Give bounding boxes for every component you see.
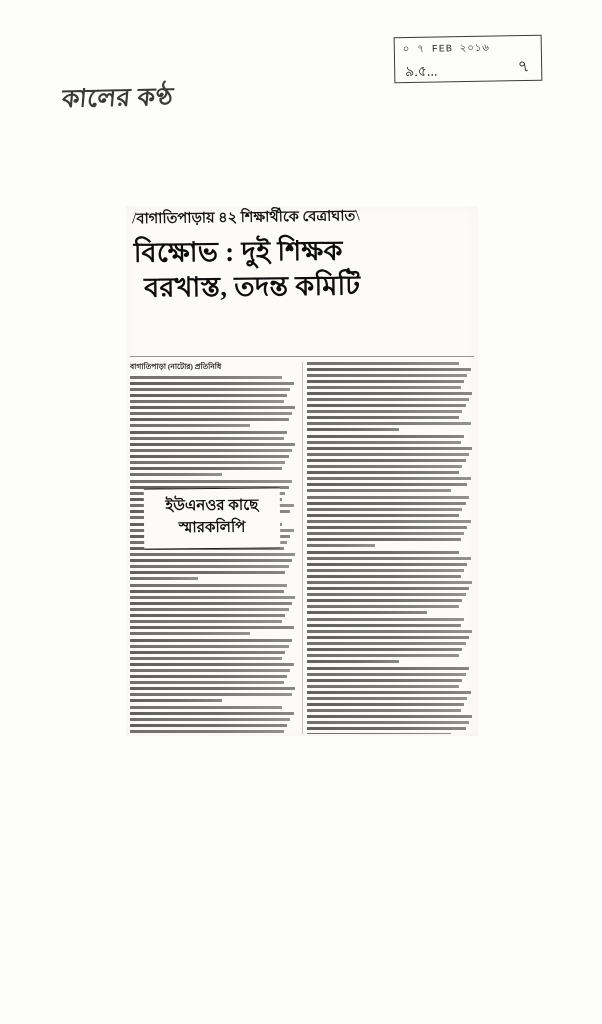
article-text-line <box>130 455 289 458</box>
article-text-line <box>307 715 472 718</box>
article-text-line <box>130 687 295 690</box>
article-clipping <box>126 206 478 736</box>
article-text-line <box>307 557 471 560</box>
article-text-line <box>130 406 295 409</box>
article-text-line <box>130 651 285 654</box>
kicker-slash-left-icon: / <box>131 210 137 228</box>
article-column-right <box>307 362 474 734</box>
article-text-line <box>307 721 469 724</box>
article-text-line <box>130 693 292 696</box>
article-text-line <box>307 667 469 670</box>
article-text-line <box>307 416 459 419</box>
article-text-line <box>130 699 222 702</box>
article-text-line <box>130 663 294 666</box>
article-text-line <box>130 394 287 397</box>
headline-rule <box>130 356 474 357</box>
article-text-line <box>130 400 284 403</box>
article-text-line <box>307 605 459 608</box>
kicker-slash-right-icon: \ <box>355 207 360 225</box>
article-text-line <box>307 551 459 554</box>
article-text-line <box>130 590 284 593</box>
article-text-line <box>307 435 464 438</box>
article-kicker <box>132 204 478 233</box>
article-text-line <box>307 636 469 639</box>
article-text-line <box>307 489 451 492</box>
article-text-line <box>307 673 466 676</box>
article-text-line <box>307 477 471 480</box>
article-text-line <box>130 461 285 464</box>
article-text-line <box>307 709 461 712</box>
article-text-line <box>130 718 290 721</box>
article-text-line <box>307 660 399 663</box>
article-paragraph <box>307 362 474 431</box>
article-text-line <box>307 526 467 529</box>
article-text-line <box>130 706 282 709</box>
article-text-line <box>130 596 295 599</box>
article-text-line <box>307 703 464 706</box>
article-headline <box>134 232 479 305</box>
article-text-line <box>130 412 292 415</box>
article-text-line <box>307 575 461 578</box>
article-paragraph <box>130 584 297 635</box>
article-paragraph <box>307 496 474 547</box>
article-text-line <box>307 642 466 645</box>
article-text-line <box>130 388 290 391</box>
article-byline: বাগাতিপাড়া (নাটোর) প্রতিনিধি <box>130 362 222 371</box>
newspaper-masthead: কালের কণ্ঠ <box>60 83 175 114</box>
article-text-line <box>307 508 462 511</box>
kicker-text: বাগাতিপাড়ায় ৪২ শিক্ষার্থীকে বেত্রাঘাত <box>136 208 356 228</box>
article-text-line <box>130 473 222 476</box>
article-text-line <box>307 727 466 730</box>
article-text-line <box>307 520 471 523</box>
article-text-line <box>307 483 467 486</box>
article-text-line <box>130 376 282 379</box>
article-text-line <box>130 449 292 452</box>
article-text-line <box>307 679 462 682</box>
headline-line-2: বরখাস্ত, তদন্ত কমিটি <box>144 269 361 303</box>
article-text-line <box>130 559 292 562</box>
date-stamp-box <box>394 35 543 84</box>
article-text-line <box>130 418 289 421</box>
article-text-line <box>307 532 464 535</box>
article-text-line <box>130 639 292 642</box>
article-text-line <box>307 581 472 584</box>
date-stamp-line1: ০ ৭ FEB ২০১৬ <box>402 43 490 57</box>
article-text-line <box>307 404 466 407</box>
article-text-line <box>130 730 284 733</box>
article-text-line <box>307 599 462 602</box>
article-text-line <box>130 577 198 580</box>
article-text-line <box>130 712 294 715</box>
article-text-line <box>130 553 295 556</box>
article-text-line <box>130 675 287 678</box>
article-text-line <box>130 645 289 648</box>
article-text-line <box>130 480 292 483</box>
article-text-line <box>130 681 284 684</box>
article-text-line <box>307 502 466 505</box>
article-text-line <box>307 410 462 413</box>
article-text-line <box>307 362 459 365</box>
article-text-line <box>307 654 459 657</box>
pullquote-line-2: স্মারকলিপি <box>178 519 246 537</box>
article-text-line <box>307 697 467 700</box>
article-text-line <box>130 614 285 617</box>
article-text-line <box>130 724 287 727</box>
article-text-line <box>307 422 471 425</box>
date-stamp-scrawl: ৭ <box>516 56 531 77</box>
article-text-line <box>307 593 466 596</box>
article-text-line <box>307 648 462 651</box>
article-text-line <box>307 453 469 456</box>
article-text-line <box>130 467 282 470</box>
article-text-line <box>307 471 459 474</box>
pullquote-line-1: ইউএনওর কাছে <box>165 497 259 515</box>
article-text-line <box>307 386 461 389</box>
article-text-line <box>130 437 284 440</box>
article-text-line <box>307 587 469 590</box>
article-text-line <box>130 431 287 434</box>
article-text-line <box>307 514 459 517</box>
article-paragraph <box>130 431 297 476</box>
article-text-line <box>307 392 472 395</box>
article-text-line <box>307 691 471 694</box>
article-paragraph <box>307 667 474 734</box>
article-text-line <box>307 398 469 401</box>
article-text-line <box>130 571 285 574</box>
article-text-line <box>307 624 461 627</box>
article-text-line <box>307 374 467 377</box>
article-text-line <box>307 441 461 444</box>
article-text-line <box>130 602 292 605</box>
article-text-line <box>130 626 294 629</box>
article-pullquote <box>144 487 281 549</box>
article-text-line <box>130 632 250 635</box>
article-text-line <box>307 544 375 547</box>
article-text-line <box>307 447 472 450</box>
article-text-line <box>307 465 462 468</box>
date-stamp-line2: ৯.৫... <box>405 64 438 81</box>
article-text-line <box>307 569 464 572</box>
article-text-line <box>307 428 399 431</box>
article-text-line <box>307 618 464 621</box>
article-text-line <box>130 382 294 385</box>
article-text-line <box>307 368 471 371</box>
article-text-line <box>130 584 287 587</box>
article-text-line <box>130 620 282 623</box>
article-text-line <box>307 538 461 541</box>
headline-line-1: বিক্ষোভ : দুই শিক্ষক <box>133 235 343 268</box>
article-paragraph <box>130 639 297 702</box>
article-text-line <box>307 563 467 566</box>
article-paragraph <box>307 435 474 492</box>
article-paragraph <box>307 551 474 614</box>
article-text-line <box>130 443 295 446</box>
article-text-line <box>307 733 451 734</box>
article-text-line <box>130 669 290 672</box>
article-text-line <box>307 685 459 688</box>
article-text-line <box>307 630 472 633</box>
article-text-line <box>130 424 250 427</box>
article-paragraph <box>130 376 297 427</box>
article-paragraph <box>307 618 474 663</box>
article-paragraph <box>130 706 297 734</box>
article-text-line <box>130 657 282 660</box>
article-text-line <box>130 565 289 568</box>
article-text-line <box>130 608 289 611</box>
article-text-line <box>307 459 466 462</box>
article-text-line <box>307 380 464 383</box>
article-text-line <box>307 611 427 614</box>
article-text-line <box>307 496 469 499</box>
